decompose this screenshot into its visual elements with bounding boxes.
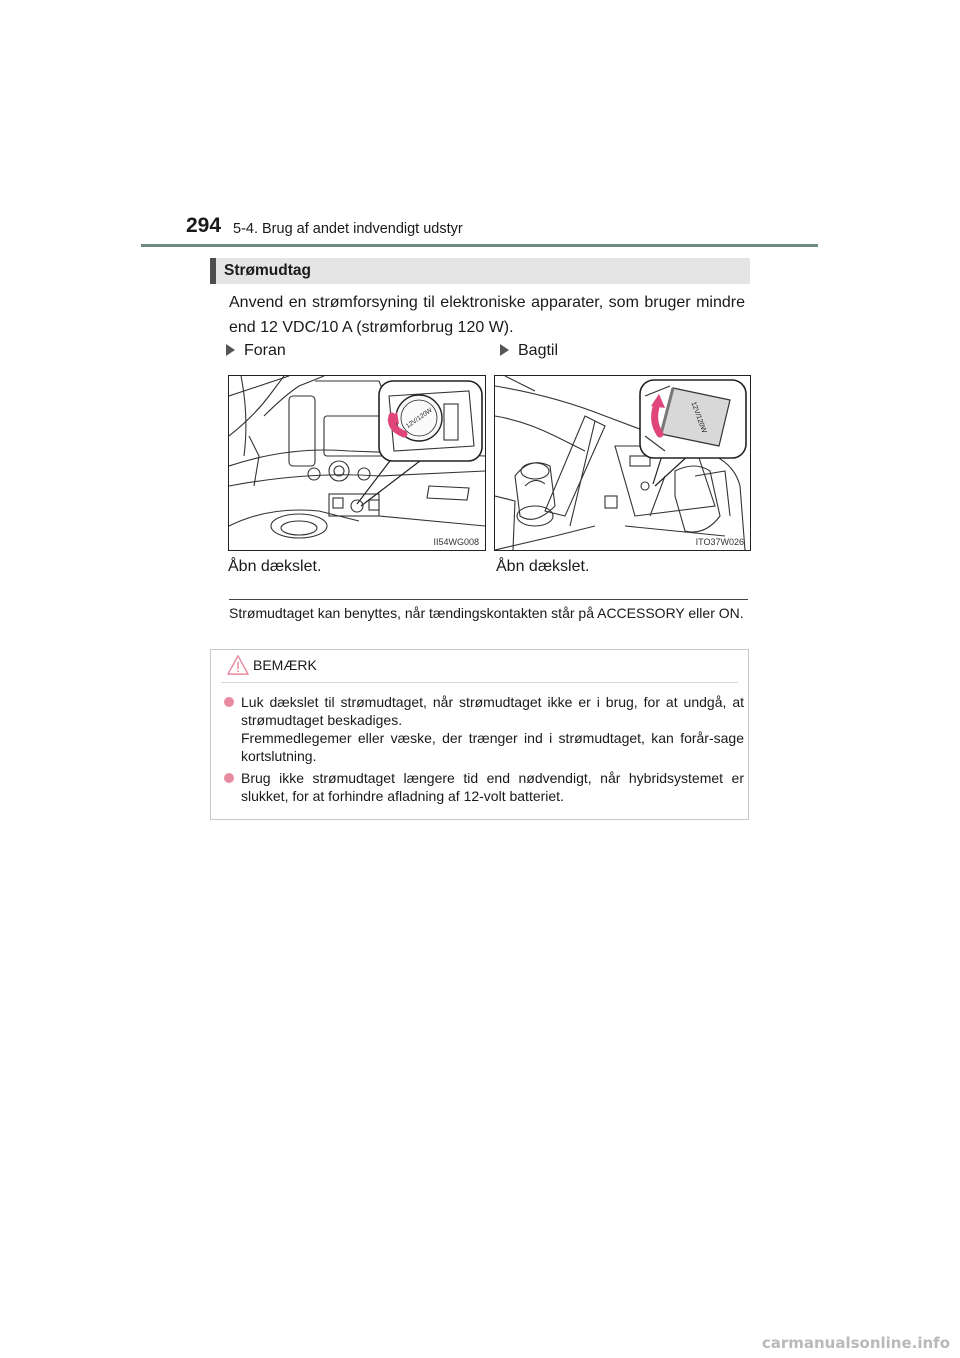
front-outlet-cap-label: 12V/120W — [404, 406, 434, 430]
note-text: Strømudtaget kan benyttes, når tændingskontakten står på ACCESSORY eller ON. — [229, 605, 744, 621]
front-caption: Åbn dækslet. — [228, 558, 322, 575]
triangle-bullet-icon — [500, 344, 509, 356]
notice-item-text: Luk dækslet til strømudtaget, når strømudtaget ikke er i brug, for at undgå, at strømudtaget beskadiges. — [241, 694, 744, 728]
pink-bullet-icon — [224, 697, 234, 707]
section-title: Strømudtag — [224, 262, 311, 279]
notice-item-text: Fremmedlegemer eller væske, der trænger ind i strømudtaget, kan forår-sage kortslutning. — [241, 730, 744, 764]
header-rule — [141, 244, 818, 247]
notice-rule — [221, 682, 738, 683]
rear-outlet-lid-label: 12V/120W — [689, 400, 708, 435]
view-label-front — [226, 342, 286, 360]
page-number: 294 — [186, 214, 222, 237]
rear-outlet-illustration — [494, 375, 751, 551]
watermark-text: carmanualsonline.info — [761, 1334, 950, 1352]
view-label-front-text: Foran — [244, 342, 286, 359]
front-outlet-drawing — [229, 376, 485, 550]
rear-caption: Åbn dækslet. — [496, 558, 590, 575]
section-intro: Anvend en strømforsyning til elektroniske apparater, som bruger mindre end 12 VDC/10 A (strømforbrug 120 W). — [229, 294, 745, 336]
note-rule — [229, 599, 748, 600]
front-image-code: II54WG008 — [433, 537, 479, 547]
notice-item — [224, 693, 744, 765]
pink-bullet-icon — [224, 773, 234, 783]
front-outlet-illustration — [228, 375, 486, 551]
rear-image-code: ITO37W026 — [695, 537, 744, 547]
section-heading-bar — [210, 258, 750, 284]
notice-item-text: Brug ikke strømudtaget længere tid end nødvendigt, når hybridsystemet er slukket, for at forhindre afladning af 12-volt batteriet. — [241, 770, 744, 804]
view-label-rear-text: Bagtil — [518, 342, 559, 359]
rear-outlet-drawing — [495, 376, 750, 550]
warning-triangle-icon — [225, 654, 251, 676]
notice-box — [210, 649, 749, 820]
footer-watermark — [740, 1330, 960, 1358]
triangle-bullet-icon — [226, 344, 235, 356]
section-heading-accent — [210, 258, 216, 284]
notice-item — [224, 769, 744, 805]
notice-title: BEMÆRK — [253, 657, 317, 673]
chapter-title: 5-4. Brug af andet indvendigt udstyr — [233, 221, 463, 237]
view-label-rear — [500, 342, 558, 360]
